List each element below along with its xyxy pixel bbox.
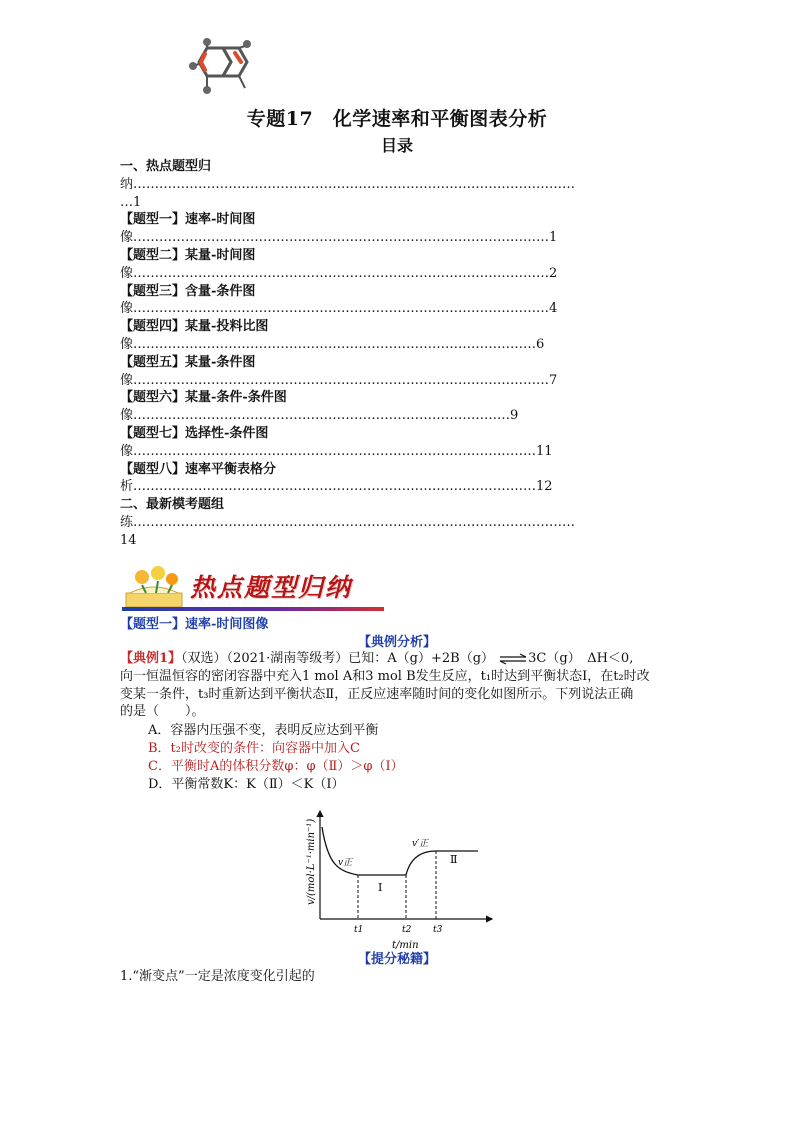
toc-entry-leader: 像……………………………………………………………………………………1	[120, 230, 558, 246]
toc-entry-leader: 像……………………………………………………………………………………4	[120, 301, 558, 317]
option-d: D．平衡常数K：K（Ⅱ）＜K（Ⅰ）	[148, 777, 345, 792]
tick-label-t3: t3	[433, 925, 443, 935]
question-label: 【典例1】	[120, 651, 182, 666]
toc-entry-label: 【题型四】某量-投料比图	[120, 319, 269, 335]
toc-entry-label: 【题型六】某量-条件-条件图	[120, 390, 287, 406]
question-line4: 的是（ ）。	[120, 704, 205, 720]
option-b: B．t₂时改变的条件：向容器中加入C	[148, 741, 360, 756]
toc-entry-page: …1	[120, 194, 142, 210]
table-of-contents	[120, 158, 690, 550]
option-a: A．容器内压强不变，表明反应达到平衡	[148, 723, 379, 738]
x-axis-label: t/min	[392, 940, 419, 951]
toc-entry-label: 【题型五】某量-条件图	[120, 354, 256, 370]
region-label-II: Ⅱ	[450, 853, 458, 866]
question-line3: 变某一条件，t₃时重新达到平衡状态Ⅱ，正反应速率随时间的变化如图所示。下列说法正确	[120, 686, 634, 702]
toc-entry-label: 【题型二】某量-时间图	[120, 247, 256, 263]
banner-title: 热点题型归纳	[190, 573, 353, 602]
toc-entry-leader: 像…………………………………………………………………………………11	[120, 443, 553, 459]
tick-label-t2: t2	[402, 925, 412, 935]
question-line1-end: 3C（g） ΔH＜0,	[528, 651, 634, 666]
toc-entry-leader: 像……………………………………………………………………………9	[120, 408, 519, 424]
series-label-v-forward: v正	[338, 858, 353, 868]
question-line1: （双选）（2021·湖南等级考）已知：A（g）+2B（g）	[181, 651, 495, 666]
toc-entry-label: 一、热点题型归	[120, 159, 212, 174]
region-label-I: Ⅰ	[378, 881, 383, 894]
tips-heading: 【提分秘籍】	[357, 952, 436, 967]
toc-entry-leader: 像……………………………………………………………………………………7	[120, 372, 558, 388]
tip-1: 1.“渐变点”一定是浓度变化引起的	[120, 969, 315, 984]
toc-title: 目录	[380, 136, 413, 155]
toc-entry-leader: 纳…………………………………………………………………………………………	[120, 176, 575, 192]
equilibrium-arrow-icon	[498, 653, 528, 665]
option-c: C．平衡时A的体积分数φ：φ（Ⅱ）＞φ（Ⅰ）	[148, 759, 404, 774]
doc-title: 专题17 化学速率和平衡图表分析	[246, 108, 548, 130]
toc-entry-label: 【题型八】速率平衡表格分	[120, 461, 277, 477]
toc-entry-leader: 析…………………………………………………………………………………12	[120, 479, 553, 495]
toc-entry-label: 【题型一】速率-时间图	[120, 212, 256, 228]
series-label-v-forward-prime: v′正	[412, 839, 429, 849]
section-heading: 【题型一】速率-时间图像	[120, 617, 269, 632]
example-heading: 【典例分析】	[357, 635, 436, 650]
tick-label-t1: t1	[354, 925, 364, 935]
toc-entry-leader: 练…………………………………………………………………………………………	[120, 514, 575, 530]
banner-underline	[122, 607, 384, 611]
toc-entry-label: 【题型三】含量-条件图	[120, 283, 256, 299]
question-text	[120, 650, 680, 721]
toc-entry-label: 二、最新模考题组	[120, 497, 225, 513]
rate-time-chart	[300, 805, 500, 955]
toc-entry-leader: 像……………………………………………………………………………………2	[120, 265, 558, 281]
toc-entry-label: 【题型七】选择性-条件图	[120, 425, 269, 441]
toc-entry-leader: 像…………………………………………………………………………………6	[120, 336, 545, 352]
toc-entry-page: 14	[120, 532, 137, 548]
benzene-logo-icon	[185, 36, 257, 108]
y-axis-label: v/(mol·L⁻¹·min⁻¹)	[306, 818, 317, 905]
question-line2: 向一恒温恒容的密闭容器中充入1 mol A和3 mol B发生反应，t₁时达到平衡状态Ⅰ，在t₂时改	[120, 668, 650, 684]
